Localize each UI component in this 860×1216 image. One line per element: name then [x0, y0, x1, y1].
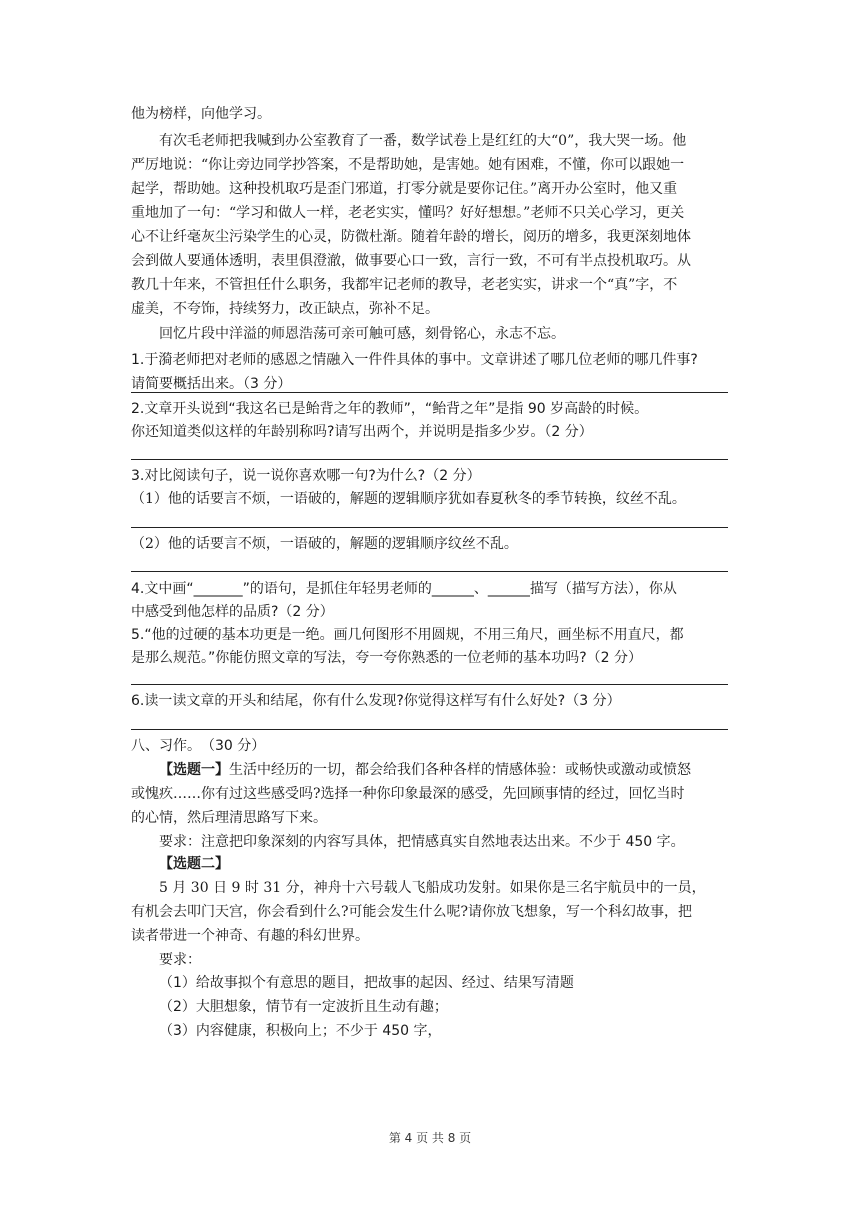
- answer-line[interactable]: [131, 459, 728, 460]
- answer-line[interactable]: [131, 392, 728, 393]
- topic-1-label: 【选题一】: [159, 762, 229, 778]
- page-footer: 第 4 页 共 8 页: [388, 1131, 472, 1145]
- answer-line[interactable]: [131, 684, 728, 685]
- answer-line[interactable]: [131, 527, 728, 528]
- answer-line[interactable]: [131, 729, 728, 730]
- exam-page: 他为榜样，向他学习。 有次毛老师把我喊到办公室教育了一番，数学试卷上是红红的大“0”，我大哭一场。他 严厉地说：“你让旁边同学抄答案，不是帮助她，是害她。她有困难，不懂，你可以跟她一 起学，帮助她。这种投机取巧是歪门邪道，打零分就是要你记住。”离开办公室时，他又重 重地加了一句：“学习和做人一样，老老实实，懂吗？好好想想。”老师不只关心学习，更关 心不让纤毫灰尘污染学生的心灵，防微杜渐。随着年龄的增长，阅历的增多，我更深刻地体 会到做人要通体透明，表里俱澄澈，做事要心口一致，言行一致，不可有半点投机取巧。从 教几十年来，不管担任什么职务，我都牢记老师的教导，老老实实，讲求一个“真”字，不 虚美，不夸饰，持续努力，改正缺点，弥补不足。 回忆片段中洋溢的师恩浩荡可亲可触可感，刻骨铭心，永志不忘。 1.于漪老师把对老师的感恩之情融入一件件具体的事中。文章讲述了哪几位老师的哪几件事? 请简要概括出来。（3 分） 2.文章开头说到“我这名已是鲐背之年的教师”，“鲐背之年”是指 90 岁高龄的时候。 你还知道类似这样的年龄别称吗?请写出两个，并说明是指多少岁。（2 分） 3.对比阅读句子，说一说你喜欢哪一句?为什么?（2 分） （1）他的话要言不烦，一语破的，解题的逻辑顺序犹如春夏秋冬的季节转换，纹丝不乱。 （2）他的话要言不烦，一语破的，解题的逻辑顺序纹丝不乱。 4.文中画“_______”的语句，是抓住年轻男老师的______、______描写（描写方法），你从 中感受到他怎样的品质?（2 分） 5.“他的过硬的基本功更是一绝。画几何图形不用圆规，不用三角尺，画坐标不用直尺，都 是那么规范。”你能仿照文章的写法，夸一夸你熟悉的一位老师的基本功吗?（2 分） 6.读一读文章的开头和结尾，你有什么发现?你觉得这样写有什么好处?（3 分） 八、习作。 （30 分） 【选题一】 生活中经历的一切，都会给我们各种各样的情感体验：或畅快或激动或愤怒 或愧疚……你有过这些感受吗?选择一种你印象最深的感受，先回顾事情的经过，回忆当时 的心情，然后理清思路写下来。 要求：注意把印象深刻的内容写具体，把情感真实自然地表达出来。不少于 450 字。 【选题二】 5 月 30 日 9 时 31 分，神舟十六号载人飞船成功发射。如果你是三名宇航员中的一员， 有机会去叩门天宫，你会看到什么?可能会发生什么呢?请你放飞想象，写一个科幻故事，把 读者带进一个神奇、有趣的科幻世界。 要求： （1）给故事拟个有意思的题目，把故事的起因、经过、结果写清题 （2）大胆想象，情节有一定波折且生动有趣； （3）内容健康，积极向上；不少于 450 字， 第 4 页 共 8 页: [0, 0, 860, 1216]
- answer-line[interactable]: [131, 571, 728, 572]
